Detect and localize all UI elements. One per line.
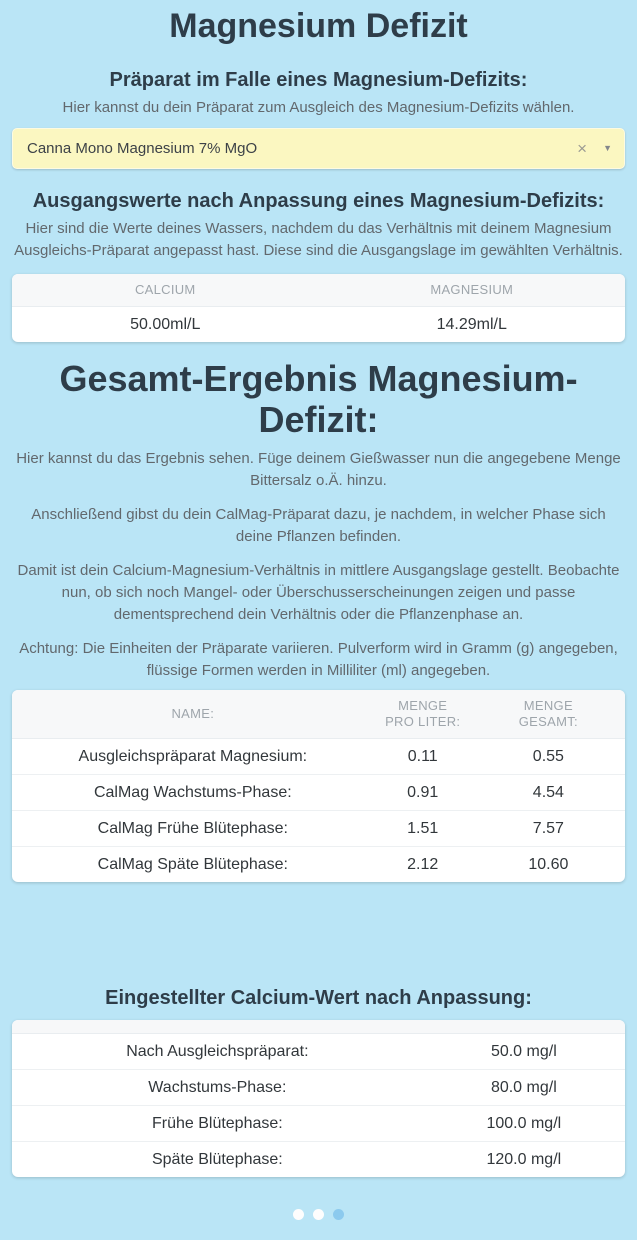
row-per-liter: 0.11 xyxy=(374,739,472,775)
page-title: Magnesium Defizit xyxy=(169,7,468,45)
row-value: 100.0 mg/l xyxy=(423,1106,625,1142)
table-row xyxy=(12,1070,625,1106)
table-row xyxy=(12,1142,625,1178)
name-column-header: NAME: xyxy=(12,690,374,739)
table-header-row xyxy=(12,274,625,307)
praeparat-select[interactable] xyxy=(12,128,625,169)
table-header-row xyxy=(12,690,625,739)
table-row xyxy=(12,1034,625,1070)
table-row xyxy=(12,775,625,811)
ausgangswerte-card xyxy=(12,274,625,342)
carousel-pagination xyxy=(0,1209,637,1220)
row-label: Wachstums-Phase: xyxy=(12,1070,423,1106)
magnesium-value: 14.29ml/L xyxy=(436,316,507,333)
row-total: 0.55 xyxy=(472,739,625,775)
calcium-column-header: CALCIUM xyxy=(12,274,319,307)
row-label: Späte Blütephase: xyxy=(151,1151,283,1168)
row-value: 120.0 mg/l xyxy=(486,1151,562,1168)
ergebnis-heading: Gesamt-Ergebnis Magnesium-Defizit: xyxy=(59,358,578,440)
row-value: 80.0 mg/l xyxy=(423,1070,625,1106)
pagination-dot[interactable] xyxy=(313,1209,324,1220)
row-value: 50.0 mg/l xyxy=(423,1034,625,1070)
row-per-liter: 2.12 xyxy=(407,856,439,873)
menge-pro-liter-column-header: MENGE PRO LITER: xyxy=(374,690,472,739)
chevron-down-icon[interactable]: ▼ xyxy=(603,143,612,153)
ausgangswerte-description: Hier sind die Werte deines Wassers, nachdem du das Verhältnis mit deinem Magnesium Ausgleichs-Präparat angepasst hast. Diese sind die Ausgangslage im gewählten Verhältnis. xyxy=(14,220,623,259)
row-total: 10.60 xyxy=(528,856,569,873)
table-row xyxy=(12,1106,625,1142)
row-name: CalMag Wachstums-Phase: xyxy=(12,775,374,811)
table-row xyxy=(12,811,625,847)
row-total: 4.54 xyxy=(472,775,625,811)
select-icons xyxy=(577,129,612,168)
row-name: Ausgleichspräparat Magnesium: xyxy=(12,739,374,775)
ergebnis-paragraph-2: Anschließend gibst du dein CalMag-Präparat dazu, je nachdem, in welcher Phase sich deine Pflanzen befinden. xyxy=(31,506,606,545)
table-header-strip xyxy=(12,1020,625,1034)
table-row xyxy=(12,307,625,343)
praeparat-select-value: Canna Mono Magnesium 7% MgO xyxy=(27,140,258,157)
pagination-dot[interactable] xyxy=(293,1209,304,1220)
row-name: CalMag Frühe Blütephase: xyxy=(12,811,374,847)
table-row xyxy=(12,739,625,775)
ergebnis-paragraph-3: Damit ist dein Calcium-Magnesium-Verhältnis in mittlere Ausgangslage gestellt. Beobachte nun, ob sich noch Mangel- oder Überschusserscheinungen zeigen und passe dementsprechend dein Verhältnis oder die Pflanzenphase an. xyxy=(17,562,620,623)
clear-icon[interactable]: × xyxy=(577,139,588,158)
row-name: CalMag Späte Blütephase: xyxy=(97,856,288,873)
row-per-liter: 1.51 xyxy=(374,811,472,847)
calcium-heading: Eingestellter Calcium-Wert nach Anpassung: xyxy=(105,987,532,1009)
row-label: Nach Ausgleichspräparat: xyxy=(12,1034,423,1070)
ausgangswerte-heading: Ausgangswerte nach Anpassung eines Magnesium-Defizits: xyxy=(32,190,605,212)
row-total: 7.57 xyxy=(472,811,625,847)
ergebnis-paragraph-1: Hier kannst du das Ergebnis sehen. Füge deinem Gießwasser nun die angegebene Menge Bittersalz o.Ä. hinzu. xyxy=(16,450,621,489)
row-per-liter: 0.91 xyxy=(374,775,472,811)
calcium-card xyxy=(12,1020,625,1177)
ergebnis-card xyxy=(12,690,625,882)
praeparat-description: Hier kannst du dein Präparat zum Ausgleich des Magnesium-Defizits wählen. xyxy=(62,99,575,116)
calcium-table xyxy=(12,1034,625,1177)
magnesium-column-header: MAGNESIUM xyxy=(319,274,626,307)
table-row xyxy=(12,847,625,883)
row-label: Frühe Blütephase: xyxy=(12,1106,423,1142)
praeparat-heading: Präparat im Falle eines Magnesium-Defizits: xyxy=(109,69,528,91)
calcium-value: 50.00ml/L xyxy=(130,316,201,333)
ergebnis-paragraphs xyxy=(0,448,637,682)
menge-gesamt-column-header: MENGE GESAMT: xyxy=(472,690,625,739)
ergebnis-table xyxy=(12,690,625,882)
ausgangswerte-table xyxy=(12,274,625,342)
ergebnis-paragraph-4: Achtung: Die Einheiten der Präparate variieren. Pulverform wird in Gramm (g) angegeben, flüssige Formen werden in Milliliter (ml) angegeben. xyxy=(19,640,618,679)
pagination-dot[interactable] xyxy=(333,1209,344,1220)
